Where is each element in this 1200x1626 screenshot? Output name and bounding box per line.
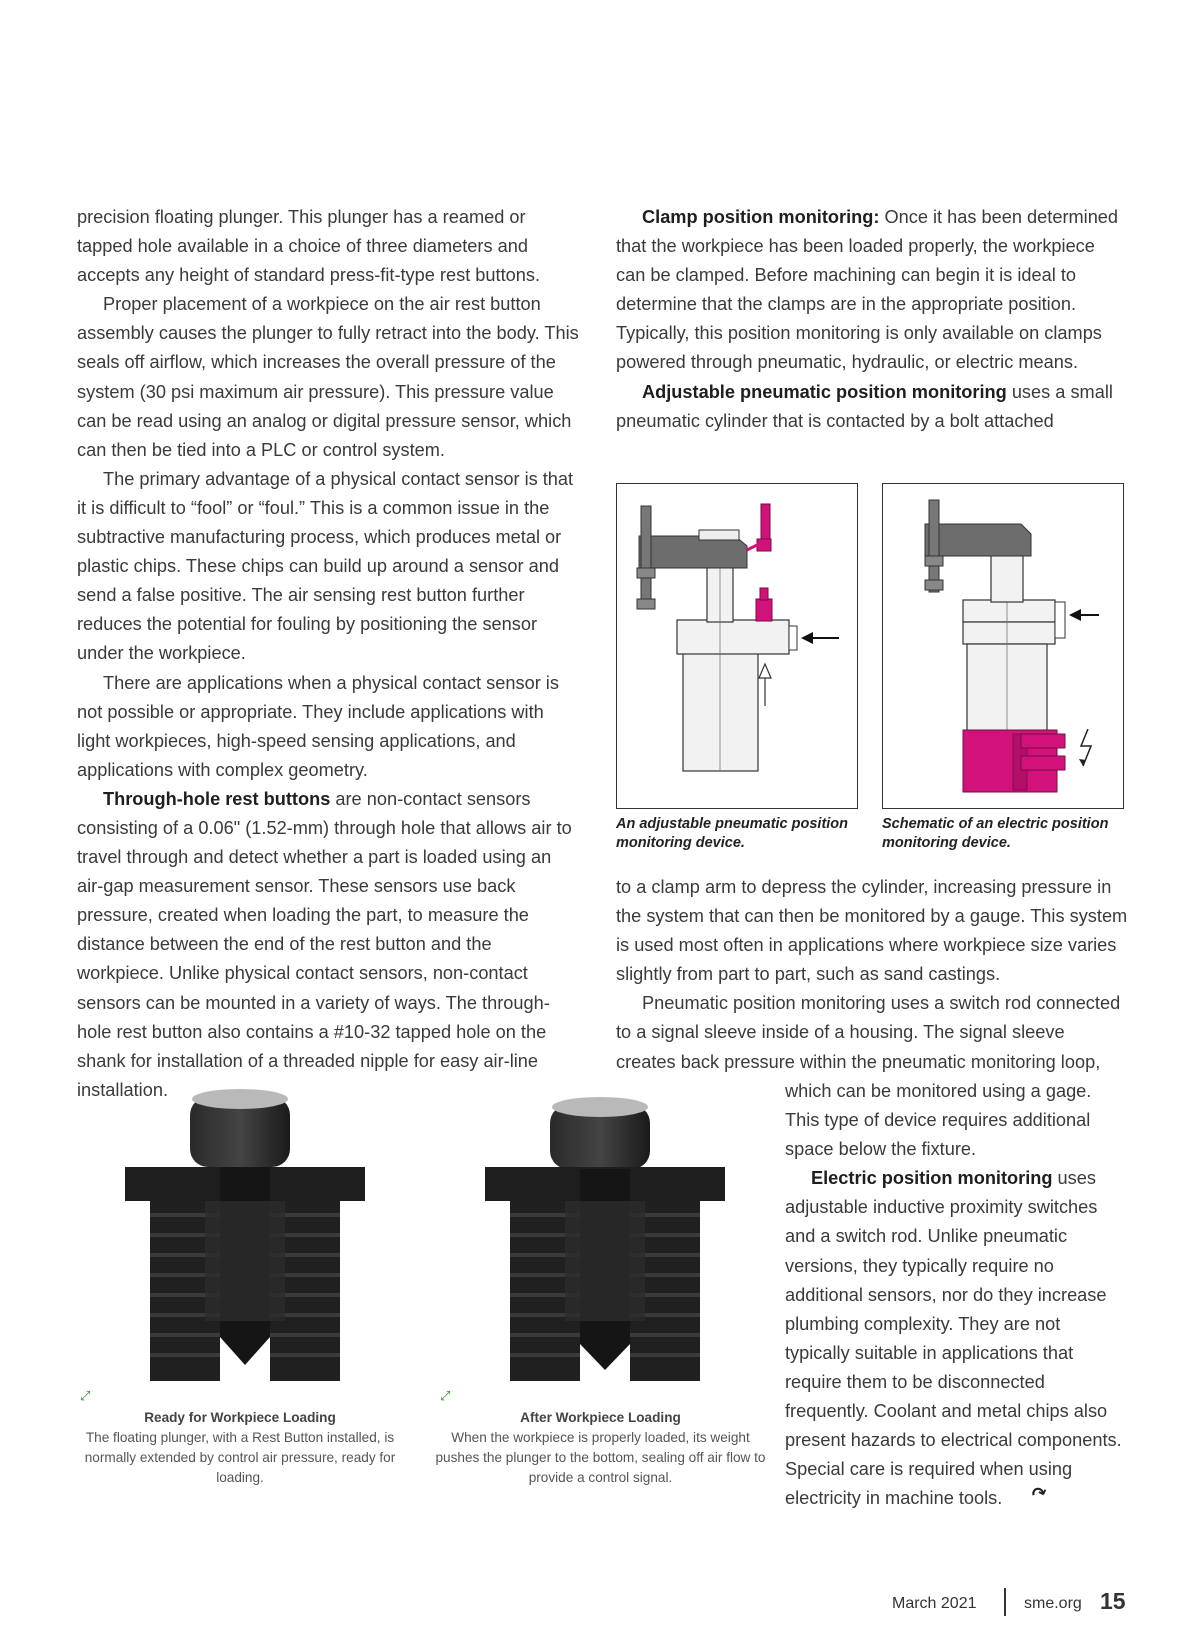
rest-button-photo-after <box>455 1085 785 1385</box>
page-footer <box>880 1588 1130 1620</box>
paragraph <box>616 203 1124 378</box>
expand-icon[interactable]: ⤢ <box>440 1388 451 1403</box>
paragraph <box>77 785 582 1105</box>
footer-site: sme.org <box>1024 1595 1082 1612</box>
footer-divider <box>1004 1588 1006 1616</box>
left-column <box>77 203 582 1105</box>
page-number: 15 <box>1100 1588 1126 1614</box>
photo-caption-after <box>433 1408 768 1488</box>
paragraph: Proper placement of a workpiece on the air rest button assembly causes the plunger to fully retract into the body. This seals off airflow, which increases the overall pressure of the system (30 psi maximum air pressure). This pressure value can be read using an analog or digital pressure sensor, which can then be tied into a PLC or control system. <box>77 294 579 460</box>
paragraph-text: Once it has been determined that the workpiece has been loaded properly, the workpiece can be clamped. Before machining can begin it is ideal to determine that the clamps are in the appropriate position. Typically, this position monitoring is only available on clamps powered through pneumatic, hydraulic, or electric means. <box>616 207 1119 373</box>
rest-button-photo-ready <box>95 1085 425 1385</box>
term-through-hole: Through-hole rest buttons <box>103 788 331 809</box>
paragraph <box>785 1164 1130 1513</box>
term-clamp-position: Clamp position monitoring: <box>642 207 880 227</box>
photo-caption-title: Ready for Workpiece Loading <box>144 1410 336 1425</box>
paragraph: There are applications when a physical contact sensor is not possible or appropriate. They include applications with light workpieces, high-speed sensing applications, and applications with complex geometry. <box>77 672 559 780</box>
paragraph: precision floating plunger. This plunger has a reamed or tapped hole available in a choice of three diameters and accepts any height of standard press-fit-type rest buttons. <box>77 207 541 286</box>
pneumatic-figure-caption: An adjustable pneumatic position monitoring device. <box>616 816 849 851</box>
electric-figure <box>882 483 1124 809</box>
paragraph-text: uses adjustable inductive proximity switches and a switch rod. Unlike pneumatic versions, they typically require no additional sensors, nor do they increase plumbing complexity. They are not typically suitable in applications that require them to be disconnected frequently. Coolant and metal chips also present hazards to electrical components. Special care is required when using electricity in machine tools. <box>785 1168 1122 1509</box>
photo-caption-description: When the workpiece is properly loaded, its weight pushes the plunger to the bottom, sealing off air flow to provide a control signal. <box>435 1430 766 1485</box>
paragraph: The primary advantage of a physical contact sensor is that it is difficult to “fool” or “foul.” This is a common issue in the subtractive manufacturing process, which produces metal or plastic chips. These chips can build up around a sensor and send a false positive. The air sensing rest button further reduces the potential for fouling by positioning the sensor under the workpiece. <box>77 468 574 664</box>
electric-figure-caption: Schematic of an electric position monitoring device. <box>882 816 1109 851</box>
term-electric-position: Electric position monitoring <box>811 1168 1053 1189</box>
electric-schematic <box>883 484 1123 808</box>
term-adjustable-pneumatic: Adjustable pneumatic position monitoring <box>642 381 1007 402</box>
paragraph-text: uses a small pneumatic cylinder that is contacted by a bolt attached <box>616 381 1113 431</box>
pneumatic-figure <box>616 483 858 809</box>
photo-caption-description: The floating plunger, with a Rest Button installed, is normally extended by control air pressure, ready for loading. <box>84 1430 396 1485</box>
expand-icon[interactable]: ⤢ <box>80 1388 91 1403</box>
right-column-top <box>616 203 1124 436</box>
right-column-bottom <box>785 1077 1130 1513</box>
paragraph-text: are non-contact sensors consisting of a 0.06" (1.52-mm) through hole that allows air to travel through and detect whether a part is loaded using an air-gap measurement sensor. These sensors use back pressure, created when loading the part, to measure the distance between the end of the rest button and the workpiece. Unlike physical contact sensors, non-contact sensors can be mounted in a variety of ways. The through-hole rest button also contains a #10-32 tapped hole on the shank for installation of a threaded nipple for easy air-line installation. <box>77 788 572 1100</box>
footer-date: March 2021 <box>892 1595 977 1612</box>
pneumatic-schematic <box>617 484 857 808</box>
paragraph: to a clamp arm to depress the cylinder, increasing pressure in the system that can then be monitored by a gauge. This system is used most often in applications where workpiece size varies slightly from part to part, such as sand castings. <box>616 877 1128 985</box>
photo-caption-title: After Workpiece Loading <box>520 1410 681 1425</box>
end-mark-icon: ↷ <box>1029 1481 1051 1506</box>
paragraph: Pneumatic position monitoring uses a switch rod connected to a signal sleeve inside of a housing. The signal sleeve creates back pressure within the pneumatic monitoring loop, <box>616 993 1121 1072</box>
paragraph <box>616 378 1124 436</box>
paragraph: which can be monitored using a gage. This type of device requires additional space below the fixture. <box>785 1081 1092 1160</box>
right-column-middle <box>616 873 1128 1077</box>
photo-caption-ready <box>75 1408 405 1488</box>
